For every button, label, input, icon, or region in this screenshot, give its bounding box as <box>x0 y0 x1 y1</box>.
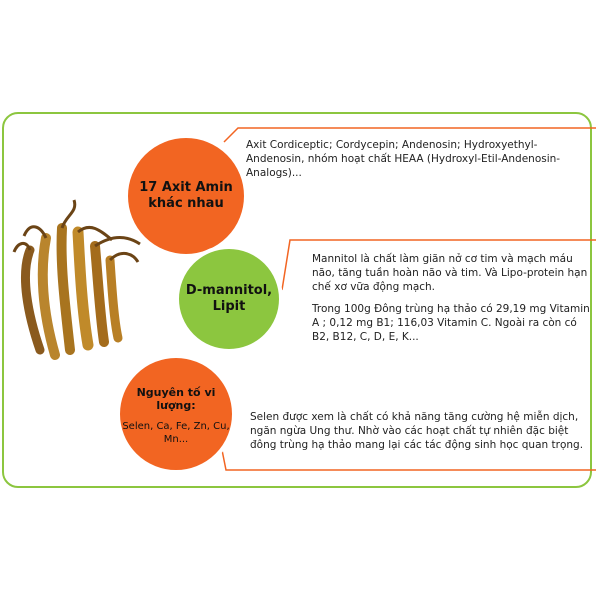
trace-elements-description: Selen được xem là chất có khả năng tăng cường hệ miễn dịch, ngăn ngừa Ung thư. Nhờ vào các hoạt chất tự nhiên đặc biệt đông trùng hạ thảo mang lại các tác động sinh học quan trọng. <box>250 411 584 451</box>
node-amino-acids-label <box>120 140 252 252</box>
node-trace-elements-label <box>120 358 232 470</box>
node-mannitol-label <box>174 254 284 344</box>
mannitol-description-2: Trong 100g Đông trùng hạ thảo có 29,19 mg Vitamin A ; 0,12 mg B1; 116,03 Vitamin C. Ngoài ra còn có B2, B12, C, D, E, K... <box>312 303 590 343</box>
mannitol-description-1: Mannitol là chất làm giãn nở cơ tim và mạch máu não, tăng tuần hoàn não và tim. Và Lipo-protein hạn chế xơ vữa động mạch. <box>312 253 588 293</box>
node-amino-acids-title: 17 Axit Amin khác nhau <box>139 180 233 211</box>
node-mannitol-title: D-mannitol, Lipit <box>185 283 273 314</box>
node-trace-elements-body: Selen, Ca, Fe, Zn, Cu, Mn... <box>122 421 230 445</box>
node-trace-elements-title: Nguyên tố vi lượng: <box>136 386 216 412</box>
mannitol-description <box>312 252 592 352</box>
amino-acids-description: Axit Cordiceptic; Cordycepin; Andenosin; Hydroxyethyl-Andenosin, nhóm hoạt chất HEAA (Hydroxyl-Etil-Andenosin-Analogs)... <box>246 139 561 179</box>
